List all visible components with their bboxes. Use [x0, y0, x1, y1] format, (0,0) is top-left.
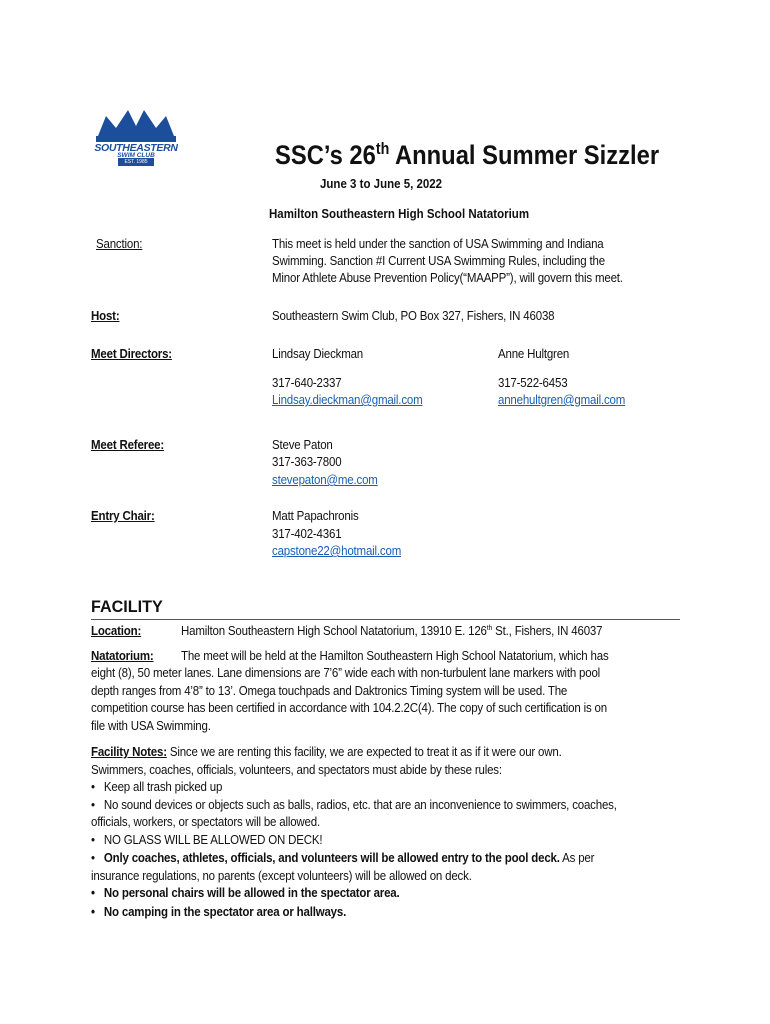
location-value: Hamilton Southeastern High School Natatorium, 13910 E. 126th St., Fishers, IN 46037 — [181, 622, 603, 638]
sanction-line-2: Swimming. Sanction #I Current USA Swimming Rules, including the — [272, 254, 605, 268]
director-1-phone: 317-640-2337 — [272, 376, 342, 390]
host-label: Host: — [91, 309, 120, 323]
list-item: • No personal chairs will be allowed in the spectator area. — [91, 886, 400, 900]
facility-heading: FACILITY — [91, 597, 163, 616]
entry-chair-label: Entry Chair: — [91, 509, 155, 523]
entry-chair-email-link[interactable]: capstone22@hotmail.com — [272, 544, 402, 558]
logo-name: SOUTHEASTERN — [94, 142, 178, 154]
list-item-continued: officials, workers, or spectators will be allowed. — [91, 815, 320, 829]
facility-notes-intro: Facility Notes: Since we are renting this facility, we are expected to treat it as if it were our own. — [91, 745, 562, 759]
facility-divider — [91, 619, 680, 620]
page-title: SSC’s 26th Annual Summer Sizzler — [275, 140, 660, 170]
sanction-line-3: Minor Athlete Abuse Prevention Policy(“MAAPP”), will govern this meet. — [272, 271, 623, 285]
meet-venue: Hamilton Southeastern High School Natatorium — [269, 207, 530, 221]
natatorium-line-5: file with USA Swimming. — [91, 719, 211, 733]
referee-phone: 317-363-7800 — [272, 455, 342, 469]
natatorium-line-2: eight (8), 50 meter lanes. Lane dimensions are 7’6” wide each with non-turbulent lane markers with pool — [91, 666, 601, 680]
club-logo — [88, 106, 184, 170]
director-2-phone: 317-522-6453 — [498, 376, 568, 390]
referee-email-link[interactable]: stevepaton@me.com — [272, 473, 378, 487]
logo-subname: SWIM CLUB — [117, 152, 155, 159]
facility-notes-label: Facility Notes: — [91, 745, 167, 759]
natatorium-line-4: competition course has been certified in accordance with 104.2.2C(4). The copy of such certification is on — [91, 701, 607, 715]
list-item-continued: insurance regulations, no parents (except volunteers) will be allowed on deck. — [91, 869, 472, 883]
sanction-line-1: This meet is held under the sanction of USA Swimming and Indiana — [272, 237, 604, 251]
referee-name: Steve Paton — [272, 438, 333, 452]
list-item: • No sound devices or objects such as balls, radios, etc. that are an inconvenience to swimmers, coaches, — [91, 798, 617, 812]
list-item: • Keep all trash picked up — [91, 780, 223, 794]
natatorium-line-3: depth ranges from 4’8” to 13’. Omega touchpads and Daktronics Timing system will be used. The — [91, 684, 568, 698]
directors-label: Meet Directors: — [91, 347, 172, 361]
host-value: Southeastern Swim Club, PO Box 327, Fishers, IN 46038 — [272, 309, 555, 323]
facility-notes-intro-2: Swimmers, coaches, officials, volunteers, and spectators must abide by these rules: — [91, 763, 502, 777]
director-2-name: Anne Hultgren — [498, 347, 570, 361]
list-item: • NO GLASS WILL BE ALLOWED ON DECK! — [91, 833, 323, 847]
logo-tag: EST. 1985 — [124, 159, 148, 165]
director-1-email-link[interactable]: Lindsay.dieckman@gmail.com — [272, 393, 423, 407]
director-2-email-link[interactable]: annehultgren@gmail.com — [498, 393, 626, 407]
sanction-label: Sanction: — [96, 237, 143, 251]
list-item: • Only coaches, athletes, officials, and volunteers will be allowed entry to the pool deck. As per — [91, 851, 595, 865]
referee-label: Meet Referee: — [91, 438, 165, 452]
location-label: Location: — [91, 624, 142, 638]
meet-dates: June 3 to June 5, 2022 — [320, 177, 443, 191]
natatorium-line-1: The meet will be held at the Hamilton Southeastern High School Natatorium, which has — [181, 649, 609, 663]
natatorium-label: Natatorium: — [91, 649, 154, 663]
entry-chair-phone: 317-402-4361 — [272, 527, 342, 541]
entry-chair-name: Matt Papachronis — [272, 509, 359, 523]
list-item: • No camping in the spectator area or hallways. — [91, 905, 347, 919]
director-1-name: Lindsay Dieckman — [272, 347, 364, 361]
